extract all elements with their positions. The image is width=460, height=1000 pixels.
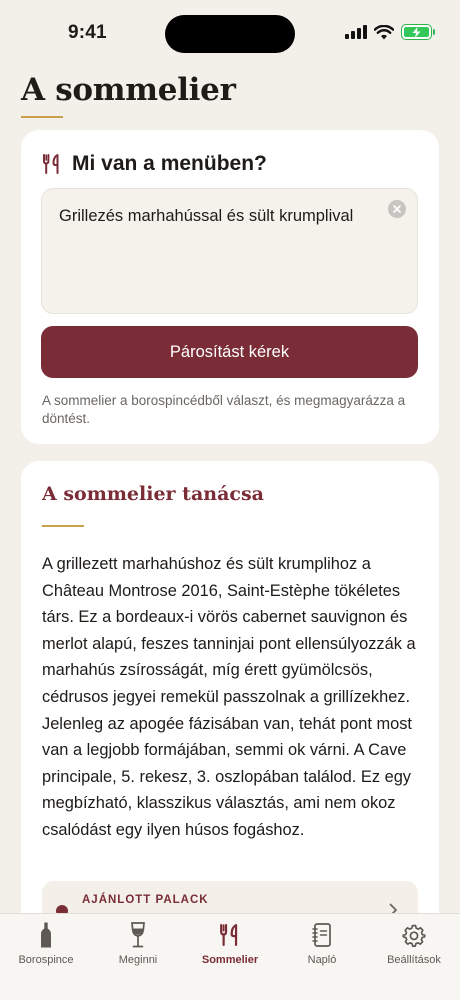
fork-knife-icon [219,923,241,947]
advice-title-underline [42,525,84,527]
battery-icon [401,24,432,40]
status-bar [0,0,460,66]
wine-glass-icon [130,922,146,948]
bottle-icon [40,922,52,948]
menu-card-header [42,152,267,176]
advice-card [21,461,439,931]
pairing-button[interactable]: Párosítást kérek [41,326,418,378]
tab-sommelier[interactable] [184,914,276,1000]
cellular-signal-icon [345,25,367,39]
status-time: 9:41 [68,22,107,43]
page-title: A sommelier [21,72,236,108]
notebook-icon [312,923,332,947]
tab-label: Sommelier [201,954,259,966]
tab-bar [0,913,460,1000]
dynamic-island [165,15,295,53]
menu-card [21,130,439,444]
fork-knife-icon [42,154,62,174]
menu-card-title: Mi van a menüben? [72,152,267,175]
tab-meginni[interactable] [92,914,184,1000]
advice-text: A grillezett marhahúshoz és sült krumplihoz a Château Montrose 2016, Saint-Estèphe tökéletes társ. Ez a bordeaux-i vörös cabernet sauvignon és merlot alapú, feszes tanninjai pont ellensúlyozzák a marhahús zsírosságát, míg érett gyümölcsös, cédrusos jegyei remekül passzolnak a grillízekhez. Jelenleg az apogée fázisában van, tehát pont most van a legjobb formájában, semmi ok várni. A Cave principale, 5. rekesz, 3. oszlopában találod. Ez egy megbízható, klasszikus választás, ami nem okoz csalódást egy ilyen húsos fogáshoz. [42,555,416,839]
tab-label: Meginni [118,954,158,966]
tab-borospince[interactable] [0,914,92,1000]
menu-input[interactable] [41,188,418,314]
tab-label: Borospince [18,954,74,966]
clear-icon[interactable] [388,200,406,218]
menu-input-value: Grillezés marhahússal és sült krumplival [59,207,354,225]
status-icons [345,24,432,40]
tab-label: Beállítások [387,954,441,966]
tab-label: Napló [307,954,337,966]
gear-icon [402,923,426,947]
tab-beallitasok[interactable] [368,914,460,1000]
wifi-icon [374,25,394,40]
recommended-bottle-label: AJÁNLOTT PALACK [82,894,209,906]
menu-help-text: A sommelier a borospincédből választ, és megmagyarázza a döntést. [42,393,406,426]
title-underline [21,116,63,118]
tab-naplo[interactable] [276,914,368,1000]
advice-card-title: A sommelier tanácsa [42,483,264,505]
